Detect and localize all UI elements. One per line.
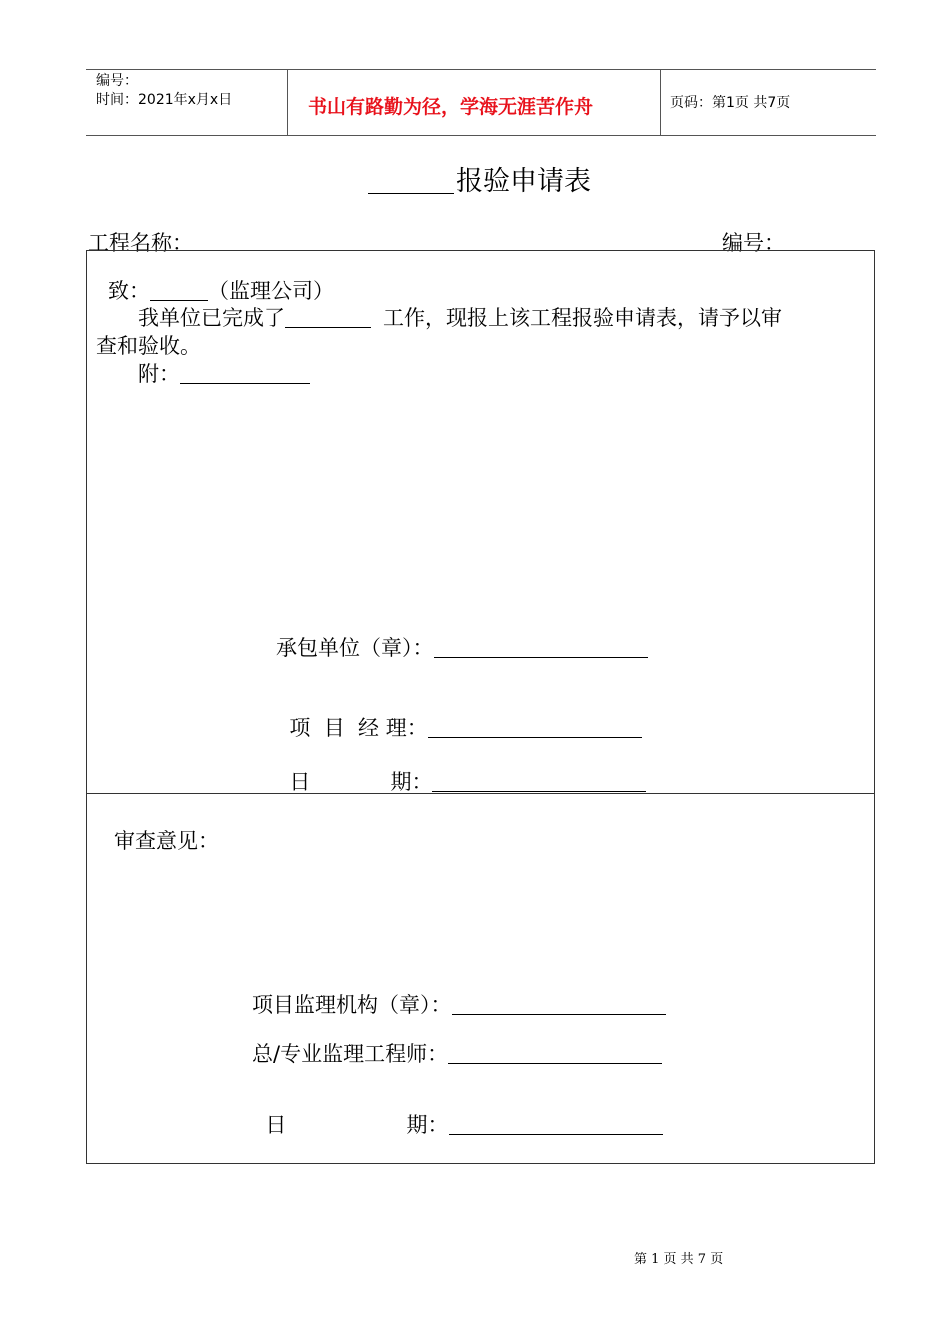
footer-page-number: 第 1 页 共 7 页 bbox=[634, 1252, 724, 1267]
manager-blank[interactable] bbox=[428, 717, 642, 738]
header-motto: 书山有路勤为径，学海无涯苦作舟 bbox=[308, 96, 594, 118]
agency-label: 项目监理机构（章）： bbox=[252, 993, 452, 1017]
supervisor-company-blank[interactable] bbox=[150, 280, 208, 301]
project-name-label: 工程名称： bbox=[88, 231, 193, 255]
header-divider-left bbox=[287, 69, 288, 136]
contractor-line bbox=[276, 632, 648, 662]
date-label-2: 日 期： bbox=[265, 1113, 449, 1137]
addressee-line bbox=[108, 275, 334, 305]
statement-suffix: 工作，现报上该工程报验申请表，请予以审 bbox=[383, 306, 782, 330]
date-line-1 bbox=[276, 742, 646, 796]
engineer-line bbox=[252, 1038, 662, 1068]
engineer-blank[interactable] bbox=[448, 1043, 662, 1064]
header-number-label: 编号： bbox=[96, 73, 138, 89]
header-page-info: 页码：第1页 共7页 bbox=[670, 95, 791, 111]
engineer-label: 总/专业监理工程师： bbox=[252, 1042, 449, 1066]
header-time-label: 时间：2021年x月x日 bbox=[96, 92, 233, 108]
header-top-rule bbox=[86, 69, 876, 70]
to-label: 致： bbox=[108, 279, 150, 303]
statement-prefix: 我单位已完成了 bbox=[138, 306, 285, 330]
attachment-label: 附： bbox=[138, 362, 180, 386]
title-text: 报验申请表 bbox=[456, 166, 591, 197]
contractor-blank[interactable] bbox=[434, 637, 648, 658]
opinion-label: 审查意见： bbox=[114, 829, 219, 853]
to-suffix: （监理公司） bbox=[208, 279, 334, 303]
manager-line bbox=[276, 688, 642, 742]
date-line-2 bbox=[252, 1085, 663, 1139]
date-label-1: 日 期： bbox=[289, 770, 433, 794]
work-item-blank[interactable] bbox=[285, 307, 371, 328]
document-number-label: 编号： bbox=[722, 231, 785, 255]
attachment-blank[interactable] bbox=[180, 363, 310, 384]
agency-line bbox=[252, 989, 666, 1019]
statement-line-1 bbox=[138, 302, 782, 332]
statement-line-2: 查和验收。 bbox=[96, 334, 201, 358]
attachment-line bbox=[138, 358, 310, 388]
date-blank-1[interactable] bbox=[432, 771, 646, 792]
manager-label: 项 目 经 理： bbox=[289, 716, 428, 740]
title-blank bbox=[368, 169, 454, 194]
header-divider-right bbox=[660, 69, 661, 136]
agency-blank[interactable] bbox=[452, 994, 666, 1015]
header-bottom-rule bbox=[86, 135, 876, 136]
date-blank-2[interactable] bbox=[449, 1114, 663, 1135]
contractor-label: 承包单位（章）： bbox=[276, 636, 434, 660]
page-title bbox=[368, 159, 591, 198]
